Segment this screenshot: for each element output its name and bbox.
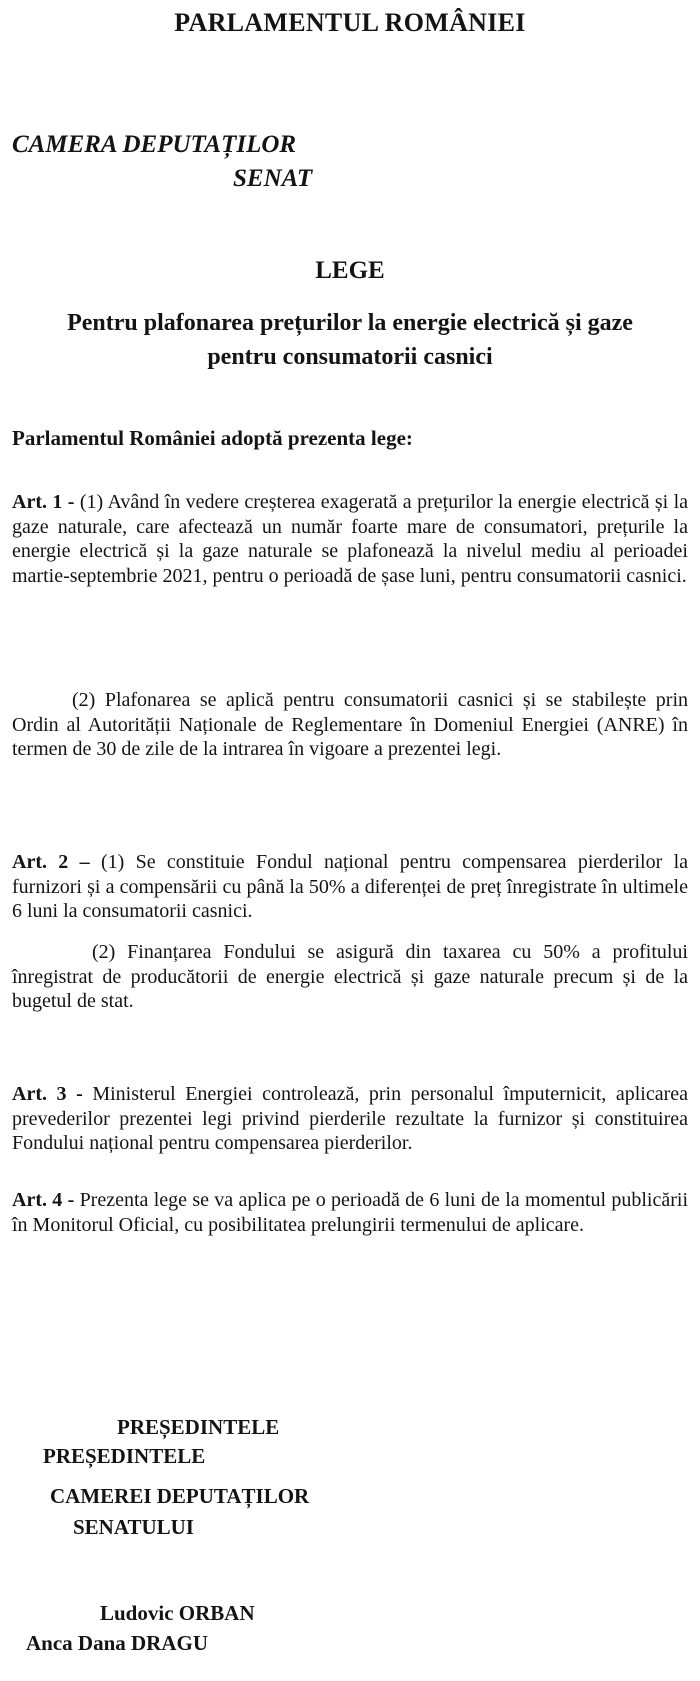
parliament-heading: PARLAMENTUL ROMÂNIEI <box>174 8 526 37</box>
signature-title-2: PREȘEDINTELE <box>43 1444 206 1468</box>
article-1-label: Art. 1 - <box>12 491 75 513</box>
article-2-label: Art. 2 – <box>12 851 90 873</box>
signature-chamber-deputies: CAMEREI DEPUTAȚILOR <box>50 1484 310 1508</box>
article-4-paragraph <box>12 1188 688 1237</box>
article-4-label: Art. 4 - <box>12 1189 75 1211</box>
adoption-formula: Parlamentul României adoptă prezenta lege: <box>12 426 413 450</box>
article-2-text: (1) Se constituie Fondul național pentru compensarea pierderilor la furnizori și a compensării cu până la 50% a diferenței de preț înregistrate în ultimele 6 luni la consumatorii casnici. <box>12 851 689 922</box>
article-1-text: (1) Având în vedere creșterea exagerată a prețurilor la energie electrică și la gaze naturale, care afectează un număr foarte mare de consumatori, prețurile la energie electrică și la gaze naturale se plafonează la nivelul mediu al perioadei martie-septembrie 2021, pentru o perioadă de șase luni, pentru consumatorii casnici. <box>12 491 689 587</box>
article-1-paragraph-2 <box>12 688 688 762</box>
law-type-heading: LEGE <box>315 257 385 284</box>
article-3-paragraph <box>12 1082 688 1156</box>
article-2-paragraph-2 <box>12 940 688 1014</box>
law-title-text: Pentru plafonarea prețurilor la energie electrică și gaze pentru consumatorii casnici <box>67 310 633 370</box>
article-2-paragraph-1 <box>12 850 688 924</box>
signature-name-2: Anca Dana DRAGU <box>26 1631 209 1655</box>
signature-name-1: Ludovic ORBAN <box>100 1601 255 1625</box>
article-3-text: Ministerul Energiei controlează, prin personalul împuternicit, aplicarea prevederilor prezentei legi privind pierderile rezultate la furnizor și constituirea Fondului național pentru compensarea pierderilor. <box>12 1083 689 1154</box>
article-4-text: Prezenta lege se va aplica pe o perioadă de 6 luni de la momentul publicării în Monitorul Oficial, cu posibilitatea prelungirii termenului de aplicare. <box>12 1189 689 1236</box>
signature-title-1: PREȘEDINTELE <box>117 1415 280 1439</box>
article-2-text-2: (2) Finanțarea Fondului se asigură din taxarea cu 50% a profitului înregistrat de producătorii de energie electrică și gaze naturale precum și de la bugetul de stat. <box>12 941 688 1012</box>
chamber-deputies-heading: CAMERA DEPUTAȚILOR <box>12 131 297 158</box>
article-1-text-2: (2) Plafonarea se aplică pentru consumatorii casnici și se stabilește prin Ordin al Autorității Naționale de Reglementare în Domeniul Energiei (ANRE) în termen de 30 de zile de la intrarea în vigoare a prezentei legi. <box>12 689 688 760</box>
senate-heading: SENAT <box>233 165 313 192</box>
signature-senate: SENATULUI <box>73 1515 194 1539</box>
article-1-paragraph-1 <box>12 490 688 588</box>
law-title <box>0 306 700 374</box>
article-3-label: Art. 3 - <box>12 1083 83 1105</box>
